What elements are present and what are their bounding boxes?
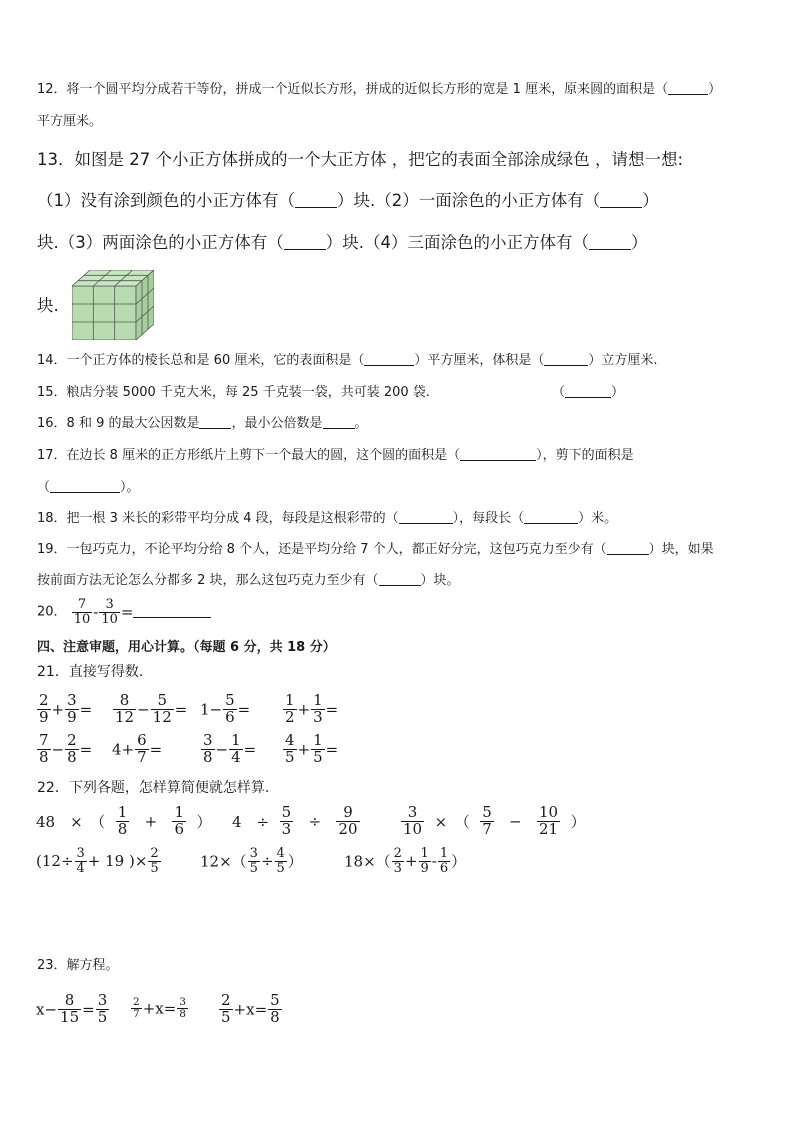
q19-line1: 19．一包巧克力，不论平均分给 8 个人，还是平均分给 7 个人，都正好分完，这包巧克力至少有（ ）块，如果 — [37, 542, 714, 557]
q12-line1: 12．将一个圆平均分成若干等份，拼成一个近似长方形，拼成的近似长方形的宽是 1 厘米，原来圆的面积是（ ） — [37, 82, 722, 97]
answer-blank[interactable] — [607, 540, 649, 555]
q21-expr-6: 4+ $\frac{6}{7}$ = — [112, 731, 163, 766]
answer-blank[interactable] — [565, 383, 611, 398]
q23-eq-a: x− $\frac{8}{15}$ = $\frac{3}{5}$ — [36, 991, 108, 1026]
q21-expr-8: $\frac{4}{5}$ + $\frac{1}{5}$ = — [285, 731, 339, 766]
q13-line4: 块. — [37, 296, 59, 315]
answer-blank[interactable] — [284, 235, 326, 250]
q13-line2: （1）没有涂到颜色的小正方体有（ ）块.（2）一面涂色的小正方体有（ ） — [37, 191, 659, 210]
q15-answer: （ ） — [552, 385, 625, 400]
q22-expr-b: 4 ÷ $\frac{5}{3}$ ÷ $\frac{9}{20}$ — [232, 803, 358, 838]
answer-blank[interactable] — [589, 235, 631, 250]
answer-blank[interactable] — [460, 446, 536, 461]
q23-eq-b: $\frac{2}{7}$ +x= $\frac{3}{8}$ — [133, 996, 186, 1021]
q17-line2: （ ）。 — [37, 480, 140, 495]
q22-expr-c: $\frac{3}{10}$ × （ $\frac{5}{7}$ − $\frac{10}{21}$ ） — [403, 803, 586, 838]
q16: 16．8 和 9 的最大公因数是 ，最小公倍数是 。 — [37, 416, 368, 431]
section-4-title: 四、注意审题，用心计算。（每题 6 分，共 18 分） — [37, 640, 336, 655]
fraction: $\frac{7}{10}$ — [73, 597, 91, 627]
answer-blank[interactable] — [50, 478, 120, 493]
answer-blank[interactable] — [668, 80, 708, 95]
q22-expr-a: 48 × （ $\frac{1}{8}$ + $\frac{1}{6}$ ） — [36, 803, 212, 838]
cube-figure — [72, 270, 154, 340]
q20: 20． $\frac{7}{10}$ - $\frac{3}{10}$ = — [37, 598, 211, 626]
q23-title: 23．解方程。 — [37, 958, 119, 973]
answer-blank[interactable] — [199, 414, 231, 429]
answer-blank[interactable] — [133, 603, 211, 618]
q12-line2: 平方厘米。 — [37, 114, 103, 129]
q23-eq-c: $\frac{2}{5}$ +x= $\frac{5}{8}$ — [221, 991, 280, 1026]
fraction: $\frac{3}{10}$ — [101, 597, 118, 627]
q22-expr-d: (12÷ $\frac{3}{4}$ + 19 )× $\frac{2}{5}$ — [36, 846, 159, 876]
q13-line3: 块.（3）两面涂色的小正方体有（ ）块.（4）三面涂色的小正方体有（ ） — [37, 233, 648, 252]
q22-title: 22．下列各题，怎样算简便就怎样算. — [37, 780, 270, 796]
answer-blank[interactable] — [600, 193, 642, 208]
q15: 15．粮店分装 5000 千克大米，每 25 千克装一袋，共可装 200 袋. — [37, 385, 430, 400]
q21-expr-2: $\frac{8}{12}$ − $\frac{5}{12}$ = — [115, 691, 188, 726]
q18: 18．把一根 3 米长的彩带平均分成 4 段，每段是这根彩带的（ ），每段长（ ）米。 — [37, 511, 618, 526]
q19-line2: 按前面方法无论怎么分都多 2 块，那么这包巧克力至少有（ ）块。 — [37, 573, 460, 588]
q21-expr-1: $\frac{2}{9}$ + $\frac{3}{9}$ = — [39, 691, 93, 726]
answer-blank[interactable] — [399, 509, 453, 524]
q14: 14．一个正方体的棱长总和是 60 厘米，它的表面积是（ ）平方厘米，体积是（ ）立方厘米. — [37, 353, 658, 368]
q22-expr-e: 12×（ $\frac{3}{5}$ ÷ $\frac{4}{5}$ ） — [200, 846, 303, 876]
q21-expr-4: $\frac{1}{2}$ + $\frac{1}{3}$ = — [285, 691, 339, 726]
answer-blank[interactable] — [364, 351, 414, 366]
q13-line1: 13．如图是 27 个小正方体拼成的一个大正方体 ，把它的表面全部涂成绿色 ，请想一想: — [37, 150, 684, 169]
answer-blank[interactable] — [295, 193, 337, 208]
q21-expr-7: $\frac{3}{8}$ − $\frac{1}{4}$ = — [203, 731, 257, 766]
answer-blank[interactable] — [544, 351, 588, 366]
q22-expr-f: 18×（ $\frac{2}{3}$ + $\frac{1}{9}$ - $\frac{1}{6}$ ） — [344, 846, 467, 876]
q21-expr-5: $\frac{7}{8}$ − $\frac{2}{8}$ = — [39, 731, 93, 766]
q21-title: 21．直接写得数. — [37, 664, 144, 680]
answer-blank[interactable] — [323, 414, 355, 429]
answer-blank[interactable] — [379, 571, 421, 586]
answer-blank[interactable] — [524, 509, 578, 524]
q21-expr-3: 1− $\frac{5}{6}$ = — [200, 691, 251, 726]
q17-line1: 17．在边长 8 厘米的正方形纸片上剪下一个最大的圆，这个圆的面积是（ ），剪下的面积是 — [37, 448, 634, 463]
